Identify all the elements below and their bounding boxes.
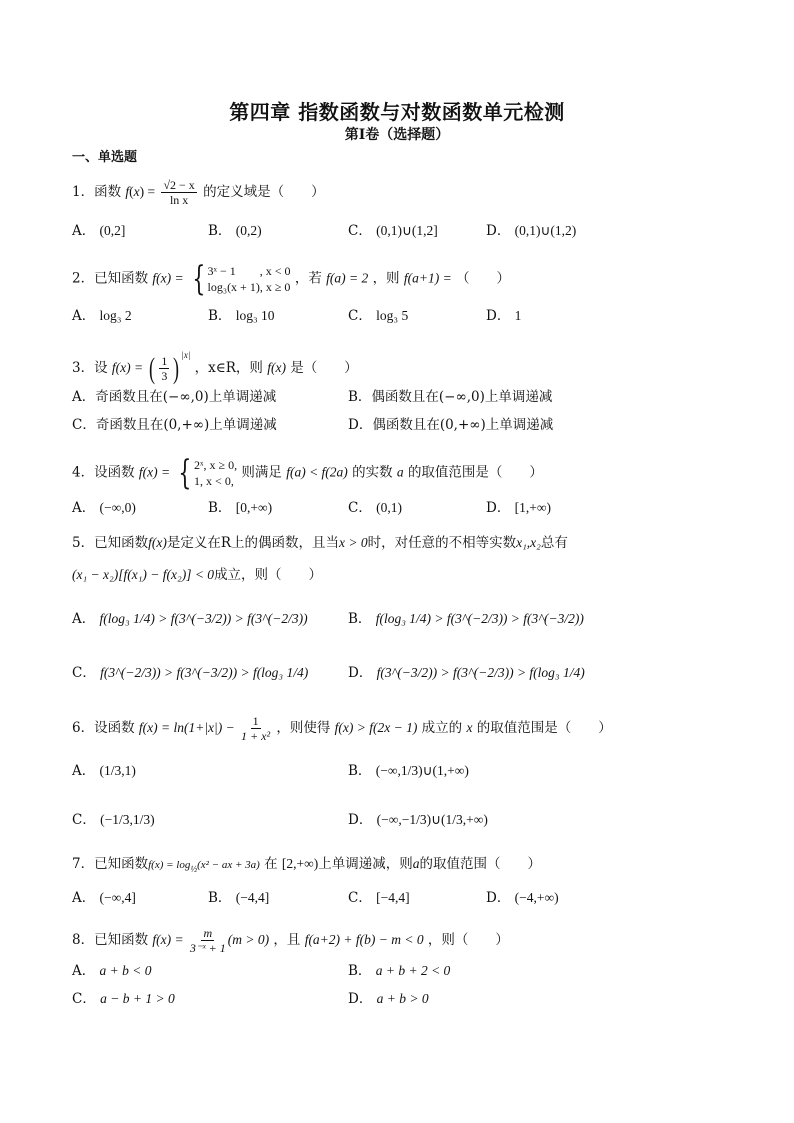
q3-option-a[interactable]: A．奇函数且在(−∞,0)上单调递减 [72,389,277,405]
q3-option-b[interactable]: B．偶函数且在(−∞,0)上单调递减 [348,389,553,405]
q2-option-a[interactable]: A． log₃ 2 [72,308,132,324]
q7-option-b[interactable]: B． (−4,4] [208,890,270,906]
q1-label: 1．函数 [72,184,122,200]
q6-condition: f(x) > f(2x − 1) [334,720,418,735]
q1-option-d[interactable]: D． (0,1)∪(1,2) [486,223,577,239]
q3-fx: f(x) = [111,360,144,375]
q4-option-c[interactable]: C． (0,1) [348,500,403,516]
q8-option-d[interactable]: D． a + b > 0 [348,991,429,1007]
q4-option-b[interactable]: B． [0,+∞) [208,500,273,516]
q4-label: 4．设函数 [72,464,135,481]
q1-fx: f(x) = [125,184,156,199]
q2-piece-2: log₃(x + 1), x ≥ 0 [207,280,291,294]
q8-fraction: $\frac{m}{\text{3⁻ˣ + 1}}$ [189,926,226,955]
q4-option-a[interactable]: A． (−∞,0) [72,500,136,516]
q3-option-c[interactable]: C．奇函数且在(0,+∞)上单调递减 [72,417,277,433]
q6-option-b[interactable]: B． (−∞,1/3)∪(1,+∞) [348,763,469,779]
page-title: 第四章 指数函数与对数函数单元检测 [229,100,565,124]
q1-option-c[interactable]: C． (0,1)∪(1,2] [348,223,438,239]
q4-option-d[interactable]: D． [1,+∞) [486,500,551,516]
q4-piece-2: 1, x < 0, [194,474,234,488]
q4-condition: f(a) < f(2a) [286,464,348,480]
question-5-line-2: (x₁ − x₂)[f(x₁) − f(x₂)] < 0成立，则（ ） [72,567,323,583]
q2-fx: f(x) = [152,270,184,286]
q6-option-a[interactable]: A． (1/3,1) [72,763,136,779]
q7-option-c[interactable]: C． [−4,4] [348,890,410,906]
q2-option-d[interactable]: D． 1 [486,308,522,324]
question-7: 7．已知函数$f(x) = \log_{\frac{1}{2}}(x^2$ − ax + 3a) 在 [2,+∞)上单调递减，则a的取值范围（ ） [72,856,542,874]
q4-piece-1: 2ˣ, x ≥ 0, [194,458,238,472]
q7-fx: $f(x) = \log_{\frac{1}{2}}(x^2$ − ax + 3a) [148,859,260,874]
q8-option-b[interactable]: B． a + b + 2 < 0 [348,963,451,979]
q8-option-a[interactable]: A． a + b < 0 [72,963,152,979]
q3-option-d[interactable]: D．偶函数且在(0,+∞)上单调递减 [348,417,554,433]
q6-option-d[interactable]: D． (−∞,−1/3)∪(1/3,+∞) [348,812,488,828]
q2-ask: f(a+1) = [403,270,452,286]
q1-option-b[interactable]: B． (0,2) [208,223,262,239]
question-4: 4．设函数 f(x) = { 2ˣ, x ≥ 0, 1, x < 0, 则满足 f(a) < f(2a) 的实数 a 的取值范围是（ ） [72,453,543,493]
question-2: 2．已知函数 f(x) = { 3ˣ − 1 , x < 0 log₃(x + 1), x ≥ 0 ，若 f(a) = 2 ，则 f(a+1) = （ ） [72,259,510,299]
q1-option-a[interactable]: A． (0,2] [72,223,126,239]
q5-option-d[interactable]: D． f(3^(−3/2)) > f(3^(−2/3)) > f(log₃ 1/4) [348,665,585,681]
q1-denominator: ln x [169,193,189,207]
section-heading: 一、单选题 [72,150,138,165]
question-6: 6．设函数 f(x) = ln(1+|x|) − $\frac{1}{\text{1 + x²}}$ ，则使得 f(x) > f(2x − 1) 成立的 x 的取值范围是（ ） [72,714,612,743]
q8-option-c[interactable]: C． a − b + 1 > 0 [72,991,175,1007]
q3-exponent: |x| [181,350,191,360]
q5-option-a[interactable]: A． f(log₃ 1/4) > f(3^(−3/2)) > f(3^(−2/3)) [72,611,308,627]
q2-piece-1: 3ˣ − 1 , x < 0 [207,264,291,278]
q2-option-c[interactable]: C． log₃ 5 [348,308,409,324]
q7-option-d[interactable]: D． (−4,+∞) [486,890,559,906]
q7-option-a[interactable]: A． (−∞,4] [72,890,136,906]
q1-tail: 的定义域是（ ） [203,184,325,200]
page-subtitle: 第I卷（选择题） [344,127,450,143]
q3-label: 3．设 [72,360,108,376]
question-1 [72,178,325,207]
question-5-line-1: 5．已知函数f(x)是定义在R上的偶函数，且当x > 0时，对任意的不相等实数x₁,x₂总有 [72,535,568,551]
q4-fx: f(x) = [138,464,171,480]
q6-fraction: $\frac{1}{\text{1 + x²}}$ [241,714,271,743]
q2-condition: f(a) = 2 [326,270,369,286]
q1-fraction [161,178,196,207]
q3-fraction: $\frac{1}{3}$ [161,354,168,383]
q5-option-c[interactable]: C． f(3^(−2/3)) > f(3^(−3/2)) > f(log₃ 1/4) [72,665,309,681]
q2-option-b[interactable]: B． log₃ 10 [208,308,275,324]
q2-label: 2．已知函数 [72,270,149,287]
q1-numerator: √2 − x [163,178,195,192]
q4-piecewise: { 2ˣ, x ≥ 0, 1, x < 0, [178,453,238,493]
q6-option-c[interactable]: C． (−1/3,1/3) [72,812,155,828]
q5-option-b[interactable]: B． f(log₃ 1/4) > f(3^(−2/3)) > f(3^(−3/2)) [348,611,584,627]
q2-piecewise: { 3ˣ − 1 , x < 0 log₃(x + 1), x ≥ 0 [192,259,291,299]
question-3: 3．设 f(x) = ( $\frac{1}{3}$ ) $^{|x|}$ ，x∈R，则 f(x) 是（ ） [72,350,358,385]
q8-inequality: f(a+2) + f(b) − m < 0 [304,932,424,947]
q6-fx: f(x) = ln(1+|x|) − [138,720,235,735]
question-8: 8．已知函数 f(x) = $\frac{m}{\text{3⁻ˣ + 1}}$ (m > 0) ，且 f(a+2) + f(b) − m < 0 ，则（ ） [72,926,509,955]
